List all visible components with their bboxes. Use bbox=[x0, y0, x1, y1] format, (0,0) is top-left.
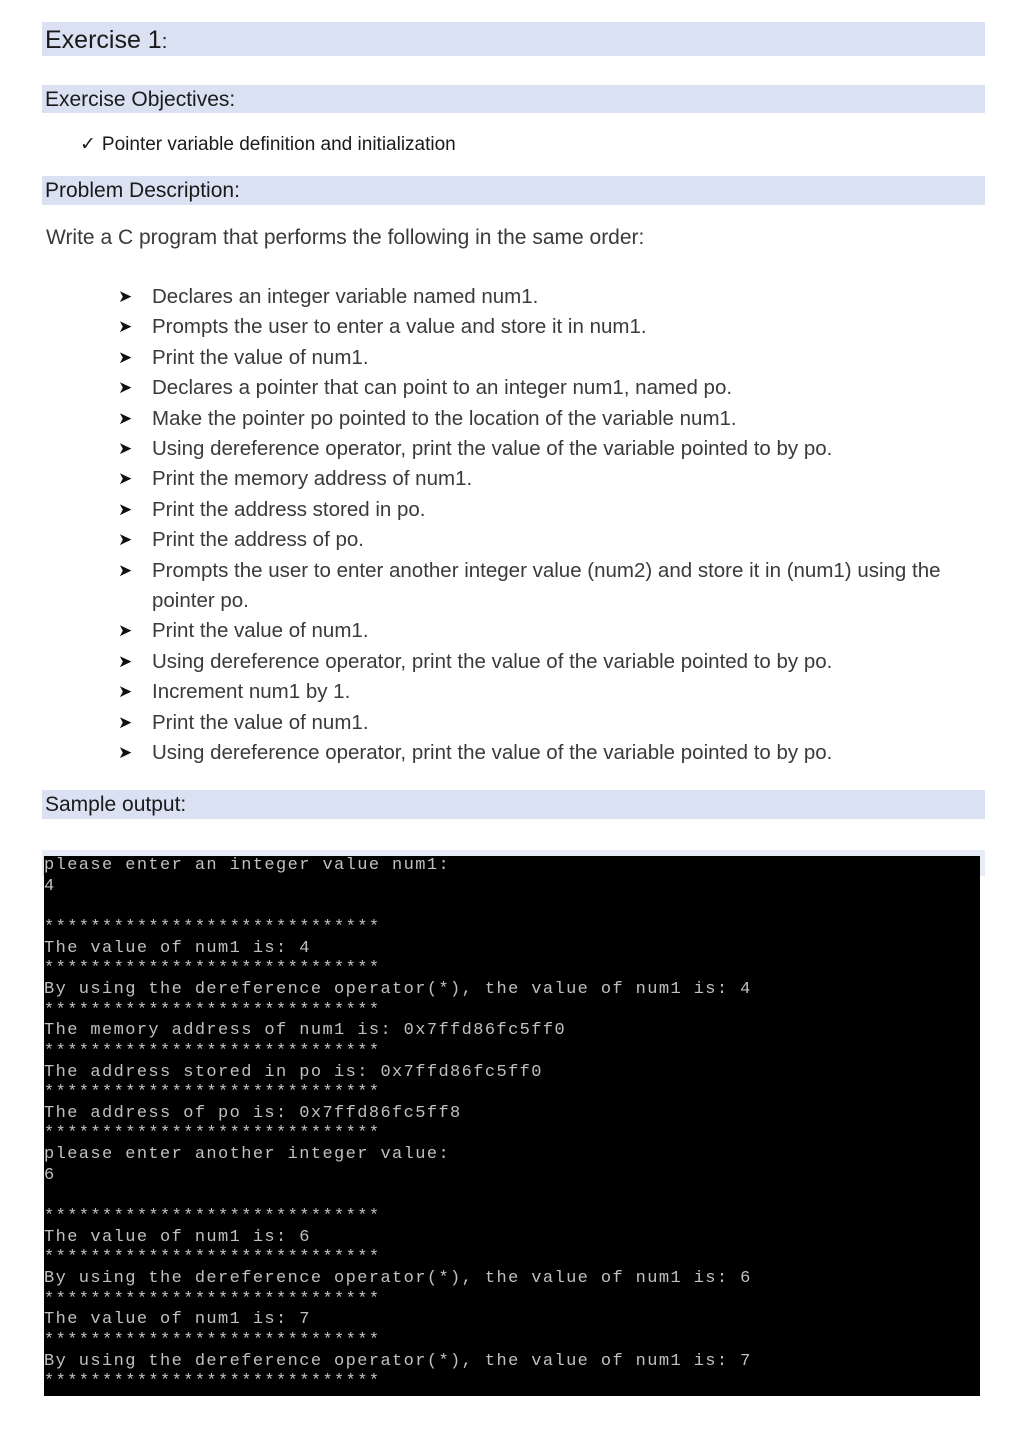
arrow-bullet-icon: ➤ bbox=[118, 651, 133, 671]
step-text: Declares a pointer that can point to an integer num1, named po. bbox=[152, 376, 733, 400]
console-line: By using the dereference operator(*), the value of num1 is: 7 bbox=[44, 1351, 752, 1371]
exercise-title-text: Exercise 1 bbox=[45, 26, 162, 54]
step-text: Prompts the user to enter another integer value (num2) and store it in (num1) using the pointer po. bbox=[152, 558, 941, 613]
step-text: Using dereference operator, print the value of the variable pointed to by po. bbox=[152, 649, 833, 673]
console-line: 6 bbox=[44, 1165, 56, 1185]
console-line: please enter an integer value num1: bbox=[44, 856, 451, 875]
step-item bbox=[118, 282, 978, 312]
arrow-bullet-icon: ➤ bbox=[118, 743, 133, 763]
step-item bbox=[118, 708, 978, 738]
arrow-bullet-icon: ➤ bbox=[118, 317, 133, 337]
step-item bbox=[118, 312, 978, 342]
console-line: ***************************** bbox=[44, 1248, 381, 1268]
arrow-bullet-icon: ➤ bbox=[118, 530, 133, 550]
console-line: ***************************** bbox=[44, 959, 381, 979]
console-line: please enter another integer value: bbox=[44, 1145, 451, 1165]
step-text: Print the address of po. bbox=[152, 528, 364, 552]
arrow-bullet-icon: ➤ bbox=[118, 408, 133, 428]
objectives-heading: Exercise Objectives: bbox=[42, 85, 985, 113]
step-item bbox=[118, 373, 978, 403]
console-line: ***************************** bbox=[44, 1330, 381, 1350]
step-text: Print the memory address of num1. bbox=[152, 467, 473, 491]
arrow-bullet-icon: ➤ bbox=[118, 469, 133, 489]
step-text: Print the value of num1. bbox=[152, 710, 369, 734]
console-line: The memory address of num1 is: 0x7ffd86fc5ff0 bbox=[44, 1021, 567, 1041]
arrow-bullet-icon: ➤ bbox=[118, 499, 133, 519]
step-text: Print the address stored in po. bbox=[152, 497, 426, 521]
console-line: ***************************** bbox=[44, 1083, 381, 1103]
arrow-bullet-icon: ➤ bbox=[118, 378, 133, 398]
console-line: ***************************** bbox=[44, 1372, 381, 1392]
console-line: ***************************** bbox=[44, 1207, 381, 1227]
step-item bbox=[118, 525, 978, 555]
step-item bbox=[118, 495, 978, 525]
step-item bbox=[118, 738, 978, 768]
step-text: Prompts the user to enter a value and store it in num1. bbox=[152, 315, 647, 339]
arrow-bullet-icon: ➤ bbox=[118, 560, 133, 580]
console-output bbox=[44, 856, 980, 1396]
console-line: The value of num1 is: 6 bbox=[44, 1227, 311, 1247]
step-text: Print the value of num1. bbox=[152, 619, 369, 643]
console-line: ***************************** bbox=[44, 1000, 381, 1020]
exercise-title-colon: : bbox=[161, 31, 168, 53]
console-line: By using the dereference operator(*), the value of num1 is: 4 bbox=[44, 979, 752, 999]
console-line: ***************************** bbox=[44, 1289, 381, 1309]
arrow-bullet-icon: ➤ bbox=[118, 439, 133, 459]
console-line: The address of po is: 0x7ffd86fc5ff8 bbox=[44, 1103, 462, 1123]
objective-item bbox=[80, 133, 456, 157]
step-item bbox=[118, 647, 978, 677]
step-text: Increment num1 by 1. bbox=[152, 680, 351, 704]
console-line: ***************************** bbox=[44, 917, 381, 937]
step-text: Make the pointer po pointed to the location of the variable num1. bbox=[152, 406, 737, 430]
step-text: Using dereference operator, print the value of the variable pointed to by po. bbox=[152, 741, 833, 765]
steps-list bbox=[118, 282, 978, 769]
step-item bbox=[118, 434, 978, 464]
problem-intro: Write a C program that performs the following in the same order: bbox=[46, 226, 645, 249]
check-icon: ✓ bbox=[80, 134, 96, 155]
console-line: ***************************** bbox=[44, 1041, 381, 1061]
exercise-title bbox=[42, 22, 985, 56]
arrow-bullet-icon: ➤ bbox=[118, 287, 133, 306]
step-item bbox=[118, 464, 978, 494]
step-item bbox=[118, 556, 978, 617]
arrow-bullet-icon: ➤ bbox=[118, 347, 133, 367]
console-line: By using the dereference operator(*), the value of num1 is: 6 bbox=[44, 1269, 752, 1288]
step-text: Using dereference operator, print the value of the variable pointed to by po. bbox=[152, 437, 833, 461]
arrow-bullet-icon: ➤ bbox=[118, 682, 133, 702]
step-item bbox=[118, 616, 978, 646]
objective-text: Pointer variable definition and initialization bbox=[101, 134, 456, 155]
console-line: 4 bbox=[44, 876, 56, 896]
console-line: The address stored in po is: 0x7ffd86fc5ff0 bbox=[44, 1062, 543, 1082]
step-item bbox=[118, 677, 978, 707]
arrow-bullet-icon: ➤ bbox=[118, 621, 133, 641]
console-line: The value of num1 is: 7 bbox=[44, 1310, 311, 1330]
console-line: The value of num1 is: 4 bbox=[44, 938, 311, 958]
console-line: ***************************** bbox=[44, 1124, 381, 1144]
sample-output-heading: Sample output: bbox=[42, 790, 985, 819]
arrow-bullet-icon: ➤ bbox=[118, 712, 133, 732]
step-text: Print the value of num1. bbox=[152, 345, 369, 369]
step-item bbox=[118, 404, 978, 434]
problem-heading: Problem Description: bbox=[42, 176, 985, 205]
step-item bbox=[118, 343, 978, 373]
step-text: Declares an integer variable named num1. bbox=[152, 285, 539, 308]
